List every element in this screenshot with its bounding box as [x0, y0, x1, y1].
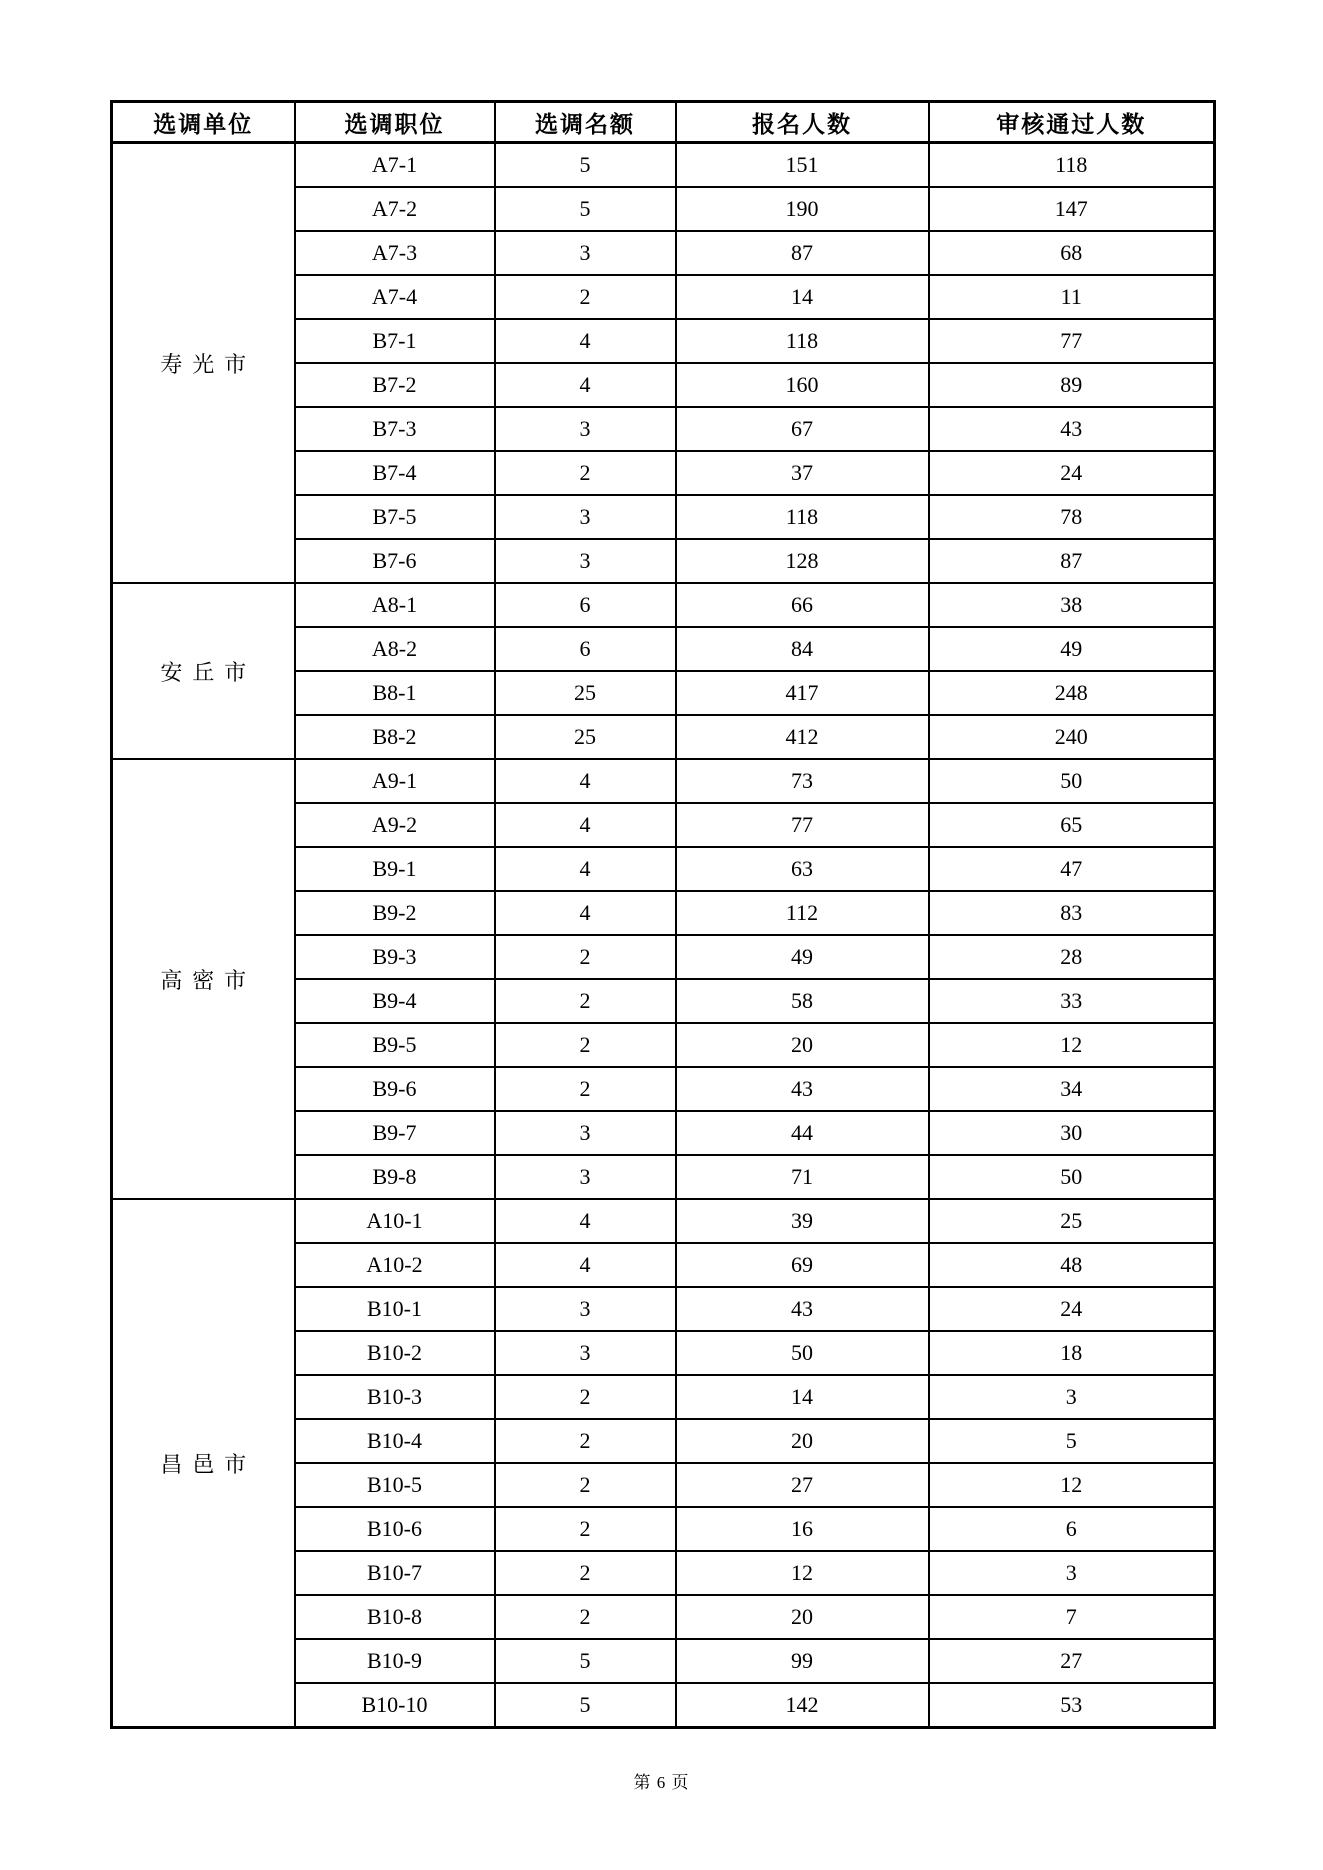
- value-cell: 5: [495, 187, 676, 231]
- value-cell: 4: [495, 803, 676, 847]
- position-cell: A7-3: [295, 231, 495, 275]
- value-cell: 68: [929, 231, 1215, 275]
- value-cell: 84: [676, 627, 929, 671]
- value-cell: 112: [676, 891, 929, 935]
- table-row: [112, 759, 1215, 803]
- position-cell: A10-2: [295, 1243, 495, 1287]
- column-header: 报名人数: [676, 102, 929, 143]
- value-cell: 3: [495, 407, 676, 451]
- position-cell: B7-6: [295, 539, 495, 583]
- value-cell: 27: [929, 1639, 1215, 1683]
- value-cell: 11: [929, 275, 1215, 319]
- position-cell: B9-5: [295, 1023, 495, 1067]
- position-cell: A8-2: [295, 627, 495, 671]
- value-cell: 6: [929, 1507, 1215, 1551]
- value-cell: 65: [929, 803, 1215, 847]
- value-cell: 12: [929, 1463, 1215, 1507]
- value-cell: 3: [495, 1111, 676, 1155]
- position-cell: B10-9: [295, 1639, 495, 1683]
- position-cell: B9-7: [295, 1111, 495, 1155]
- value-cell: 2: [495, 1595, 676, 1639]
- position-cell: B9-2: [295, 891, 495, 935]
- value-cell: 2: [495, 979, 676, 1023]
- value-cell: 20: [676, 1595, 929, 1639]
- value-cell: 3: [495, 1155, 676, 1199]
- position-cell: B10-5: [295, 1463, 495, 1507]
- value-cell: 50: [929, 759, 1215, 803]
- value-cell: 2: [495, 451, 676, 495]
- position-cell: B9-6: [295, 1067, 495, 1111]
- position-cell: B7-1: [295, 319, 495, 363]
- table-body: [112, 143, 1215, 1728]
- value-cell: 49: [676, 935, 929, 979]
- value-cell: 3: [495, 495, 676, 539]
- value-cell: 77: [929, 319, 1215, 363]
- unit-cell: 安丘市: [112, 583, 295, 759]
- value-cell: 118: [676, 495, 929, 539]
- value-cell: 2: [495, 935, 676, 979]
- table-header: [112, 102, 1215, 143]
- value-cell: 151: [676, 143, 929, 188]
- position-cell: B9-1: [295, 847, 495, 891]
- value-cell: 49: [929, 627, 1215, 671]
- value-cell: 50: [929, 1155, 1215, 1199]
- value-cell: 87: [929, 539, 1215, 583]
- value-cell: 3: [495, 231, 676, 275]
- value-cell: 20: [676, 1023, 929, 1067]
- position-cell: A9-2: [295, 803, 495, 847]
- position-cell: B7-5: [295, 495, 495, 539]
- column-header: 选调职位: [295, 102, 495, 143]
- position-cell: B8-2: [295, 715, 495, 759]
- value-cell: 73: [676, 759, 929, 803]
- value-cell: 2: [495, 1507, 676, 1551]
- position-cell: B10-4: [295, 1419, 495, 1463]
- value-cell: 4: [495, 891, 676, 935]
- position-cell: B10-10: [295, 1683, 495, 1728]
- column-header: 审核通过人数: [929, 102, 1215, 143]
- value-cell: 4: [495, 759, 676, 803]
- value-cell: 5: [495, 143, 676, 188]
- value-cell: 48: [929, 1243, 1215, 1287]
- value-cell: 5: [495, 1683, 676, 1728]
- value-cell: 160: [676, 363, 929, 407]
- value-cell: 128: [676, 539, 929, 583]
- position-cell: B10-3: [295, 1375, 495, 1419]
- value-cell: 2: [495, 1463, 676, 1507]
- value-cell: 4: [495, 1199, 676, 1243]
- value-cell: 37: [676, 451, 929, 495]
- value-cell: 5: [929, 1419, 1215, 1463]
- value-cell: 18: [929, 1331, 1215, 1375]
- position-cell: A7-4: [295, 275, 495, 319]
- value-cell: 87: [676, 231, 929, 275]
- value-cell: 71: [676, 1155, 929, 1199]
- value-cell: 412: [676, 715, 929, 759]
- position-cell: A7-1: [295, 143, 495, 188]
- value-cell: 20: [676, 1419, 929, 1463]
- position-cell: A9-1: [295, 759, 495, 803]
- table-row: [112, 143, 1215, 188]
- position-cell: B8-1: [295, 671, 495, 715]
- position-cell: B10-1: [295, 1287, 495, 1331]
- value-cell: 33: [929, 979, 1215, 1023]
- column-header: 选调名额: [495, 102, 676, 143]
- position-cell: B9-4: [295, 979, 495, 1023]
- value-cell: 83: [929, 891, 1215, 935]
- value-cell: 3: [495, 1287, 676, 1331]
- position-cell: B9-8: [295, 1155, 495, 1199]
- position-cell: B10-2: [295, 1331, 495, 1375]
- value-cell: 142: [676, 1683, 929, 1728]
- header-row: [112, 102, 1215, 143]
- value-cell: 24: [929, 451, 1215, 495]
- value-cell: 39: [676, 1199, 929, 1243]
- value-cell: 69: [676, 1243, 929, 1287]
- value-cell: 3: [929, 1375, 1215, 1419]
- value-cell: 67: [676, 407, 929, 451]
- value-cell: 30: [929, 1111, 1215, 1155]
- value-cell: 240: [929, 715, 1215, 759]
- value-cell: 2: [495, 275, 676, 319]
- value-cell: 4: [495, 847, 676, 891]
- value-cell: 25: [495, 671, 676, 715]
- value-cell: 118: [676, 319, 929, 363]
- value-cell: 99: [676, 1639, 929, 1683]
- value-cell: 78: [929, 495, 1215, 539]
- value-cell: 50: [676, 1331, 929, 1375]
- position-cell: A8-1: [295, 583, 495, 627]
- value-cell: 58: [676, 979, 929, 1023]
- value-cell: 43: [676, 1287, 929, 1331]
- value-cell: 2: [495, 1419, 676, 1463]
- value-cell: 47: [929, 847, 1215, 891]
- value-cell: 27: [676, 1463, 929, 1507]
- position-cell: B7-4: [295, 451, 495, 495]
- position-cell: B10-7: [295, 1551, 495, 1595]
- value-cell: 14: [676, 1375, 929, 1419]
- position-cell: B9-3: [295, 935, 495, 979]
- value-cell: 63: [676, 847, 929, 891]
- value-cell: 14: [676, 275, 929, 319]
- value-cell: 89: [929, 363, 1215, 407]
- value-cell: 4: [495, 319, 676, 363]
- table-row: [112, 1199, 1215, 1243]
- value-cell: 43: [676, 1067, 929, 1111]
- value-cell: 6: [495, 583, 676, 627]
- table-row: [112, 583, 1215, 627]
- position-cell: A10-1: [295, 1199, 495, 1243]
- value-cell: 38: [929, 583, 1215, 627]
- value-cell: 25: [929, 1199, 1215, 1243]
- value-cell: 25: [495, 715, 676, 759]
- position-cell: A7-2: [295, 187, 495, 231]
- value-cell: 12: [929, 1023, 1215, 1067]
- value-cell: 24: [929, 1287, 1215, 1331]
- value-cell: 12: [676, 1551, 929, 1595]
- value-cell: 2: [495, 1551, 676, 1595]
- value-cell: 190: [676, 187, 929, 231]
- value-cell: 2: [495, 1375, 676, 1419]
- value-cell: 7: [929, 1595, 1215, 1639]
- value-cell: 2: [495, 1023, 676, 1067]
- value-cell: 248: [929, 671, 1215, 715]
- value-cell: 2: [495, 1067, 676, 1111]
- value-cell: 3: [929, 1551, 1215, 1595]
- value-cell: 147: [929, 187, 1215, 231]
- value-cell: 3: [495, 539, 676, 583]
- unit-cell: 高密市: [112, 759, 295, 1199]
- position-cell: B7-3: [295, 407, 495, 451]
- page-number: 第 6 页: [633, 1773, 690, 1792]
- value-cell: 43: [929, 407, 1215, 451]
- value-cell: 16: [676, 1507, 929, 1551]
- value-cell: 4: [495, 1243, 676, 1287]
- value-cell: 417: [676, 671, 929, 715]
- value-cell: 28: [929, 935, 1215, 979]
- value-cell: 34: [929, 1067, 1215, 1111]
- value-cell: 66: [676, 583, 929, 627]
- value-cell: 44: [676, 1111, 929, 1155]
- value-cell: 77: [676, 803, 929, 847]
- value-cell: 53: [929, 1683, 1215, 1728]
- column-header: 选调单位: [112, 102, 295, 143]
- unit-cell: 昌邑市: [112, 1199, 295, 1728]
- position-cell: B10-8: [295, 1595, 495, 1639]
- value-cell: 4: [495, 363, 676, 407]
- value-cell: 3: [495, 1331, 676, 1375]
- position-cell: B7-2: [295, 363, 495, 407]
- value-cell: 118: [929, 143, 1215, 188]
- recruitment-quota-table: [110, 100, 1216, 1729]
- value-cell: 6: [495, 627, 676, 671]
- unit-cell: 寿光市: [112, 143, 295, 584]
- value-cell: 5: [495, 1639, 676, 1683]
- position-cell: B10-6: [295, 1507, 495, 1551]
